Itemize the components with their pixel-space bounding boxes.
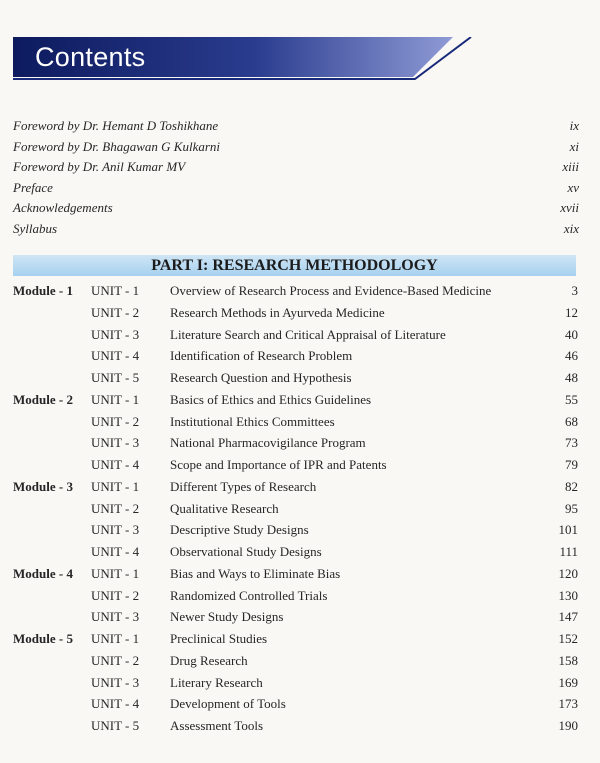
unit-row (13, 631, 578, 653)
unit-number: UNIT - 4 (91, 696, 140, 712)
unit-title: Research Methods in Ayurveda Medicine (170, 304, 385, 320)
front-matter-label: Foreword by Dr. Bhagawan G Kulkarni (13, 138, 221, 154)
unit-number: UNIT - 1 (91, 283, 140, 298)
unit-page: 111 (559, 544, 578, 559)
unit-list (13, 283, 578, 740)
unit-title: Bias and Ways to Eliminate Bias (170, 565, 341, 581)
front-matter-label: Acknowledgements (13, 200, 113, 216)
unit-number: UNIT - 3 (91, 674, 140, 690)
unit-row (13, 675, 578, 697)
unit-number: UNIT - 5 (91, 718, 140, 733)
unit-number: UNIT - 3 (91, 326, 140, 342)
unit-row (13, 522, 578, 544)
unit-page: 101 (558, 522, 578, 538)
unit-page: 55 (565, 391, 578, 407)
unit-number: UNIT - 2 (91, 304, 140, 320)
front-matter-label: Syllabus (13, 220, 58, 236)
front-matter-label: Foreword by Dr. Anil Kumar MV (13, 159, 186, 175)
front-matter-list (13, 118, 579, 242)
unit-row (13, 501, 578, 523)
part-heading: PART I: RESEARCH METHODOLOGY (13, 255, 576, 276)
unit-title: Observational Study Designs (170, 544, 322, 559)
unit-title: Randomized Controlled Trials (170, 587, 328, 603)
unit-row (13, 348, 578, 370)
front-matter-page: xi (569, 138, 579, 154)
front-matter-page: xiii (562, 159, 579, 175)
unit-page: 82 (565, 478, 578, 494)
unit-number: UNIT - 1 (91, 565, 140, 581)
unit-row (13, 370, 578, 392)
front-matter-item (13, 118, 579, 139)
unit-title: Literature Search and Critical Appraisal of Literature (170, 326, 446, 342)
unit-page: 40 (565, 326, 578, 342)
unit-title: Identification of Research Problem (170, 348, 353, 364)
unit-page: 12 (565, 304, 578, 320)
unit-number: UNIT - 3 (91, 609, 140, 625)
unit-title: Assessment Tools (170, 718, 264, 733)
front-matter-page: ix (569, 118, 579, 133)
front-matter-label: Foreword by Dr. Hemant D Toshikhane (13, 118, 219, 133)
unit-title: Development of Tools (170, 696, 286, 712)
unit-page: 3 (571, 283, 578, 298)
unit-page: 147 (558, 609, 578, 625)
front-matter-item (13, 159, 579, 180)
unit-row (13, 283, 578, 305)
unit-title: Newer Study Designs (170, 609, 284, 625)
unit-number: UNIT - 4 (91, 544, 140, 559)
module-label: Module - 1 (13, 283, 73, 298)
unit-page: 130 (558, 587, 578, 603)
unit-number: UNIT - 2 (91, 652, 140, 668)
unit-page: 68 (565, 413, 578, 429)
unit-row (13, 457, 578, 479)
unit-page: 169 (558, 674, 578, 690)
unit-page: 190 (558, 718, 578, 733)
unit-title: Preclinical Studies (170, 631, 268, 646)
unit-page: 95 (565, 500, 578, 516)
unit-page: 152 (558, 631, 578, 646)
unit-row (13, 653, 578, 675)
front-matter-item (13, 180, 579, 201)
unit-title: National Pharmacovigilance Program (170, 435, 366, 451)
unit-page: 48 (565, 370, 578, 385)
unit-page: 46 (565, 348, 578, 364)
unit-number: UNIT - 2 (91, 500, 140, 516)
unit-title: Different Types of Research (170, 478, 317, 494)
unit-number: UNIT - 2 (91, 587, 140, 603)
unit-page: 73 (565, 435, 578, 451)
unit-page: 79 (565, 457, 578, 472)
unit-number: UNIT - 3 (91, 435, 140, 451)
unit-row (13, 327, 578, 349)
unit-title: Descriptive Study Designs (170, 522, 309, 538)
unit-page: 158 (558, 652, 578, 668)
front-matter-item (13, 221, 579, 242)
unit-title: Literary Research (170, 674, 263, 690)
unit-number: UNIT - 1 (91, 631, 140, 646)
unit-number: UNIT - 2 (91, 413, 140, 429)
unit-title: Drug Research (170, 652, 248, 668)
unit-row (13, 435, 578, 457)
unit-page: 173 (558, 696, 578, 712)
unit-row (13, 305, 578, 327)
unit-number: UNIT - 5 (91, 370, 140, 385)
front-matter-item (13, 200, 579, 221)
unit-number: UNIT - 1 (91, 478, 140, 494)
unit-row (13, 609, 578, 631)
module-label: Module - 2 (13, 391, 73, 407)
unit-title: Qualitative Research (170, 500, 279, 516)
unit-row (13, 566, 578, 588)
unit-title: Institutional Ethics Committees (170, 413, 335, 429)
unit-page: 120 (558, 565, 578, 581)
front-matter-label: Preface (13, 179, 53, 195)
unit-row (13, 544, 578, 566)
page-title: Contents (35, 42, 146, 72)
front-matter-item (13, 139, 579, 160)
front-matter-page: xix (563, 220, 579, 236)
module-label: Module - 5 (13, 631, 73, 646)
module-label: Module - 4 (13, 565, 73, 581)
module-label: Module - 3 (13, 478, 73, 494)
unit-title: Scope and Importance of IPR and Patents (170, 457, 387, 472)
unit-number: UNIT - 4 (91, 457, 140, 472)
unit-row (13, 588, 578, 610)
unit-row (13, 479, 578, 501)
unit-row (13, 414, 578, 436)
unit-title: Overview of Research Process and Evidence-Based Medicine (170, 283, 492, 298)
contents-banner (13, 37, 473, 81)
unit-number: UNIT - 4 (91, 348, 140, 364)
unit-number: UNIT - 1 (91, 391, 140, 407)
unit-row (13, 696, 578, 718)
unit-title: Research Question and Hypothesis (170, 370, 352, 385)
unit-row (13, 718, 578, 740)
unit-title: Basics of Ethics and Ethics Guidelines (170, 391, 372, 407)
unit-row (13, 392, 578, 414)
unit-number: UNIT - 3 (91, 522, 140, 538)
front-matter-page: xvii (560, 200, 579, 216)
front-matter-page: xv (567, 179, 579, 195)
